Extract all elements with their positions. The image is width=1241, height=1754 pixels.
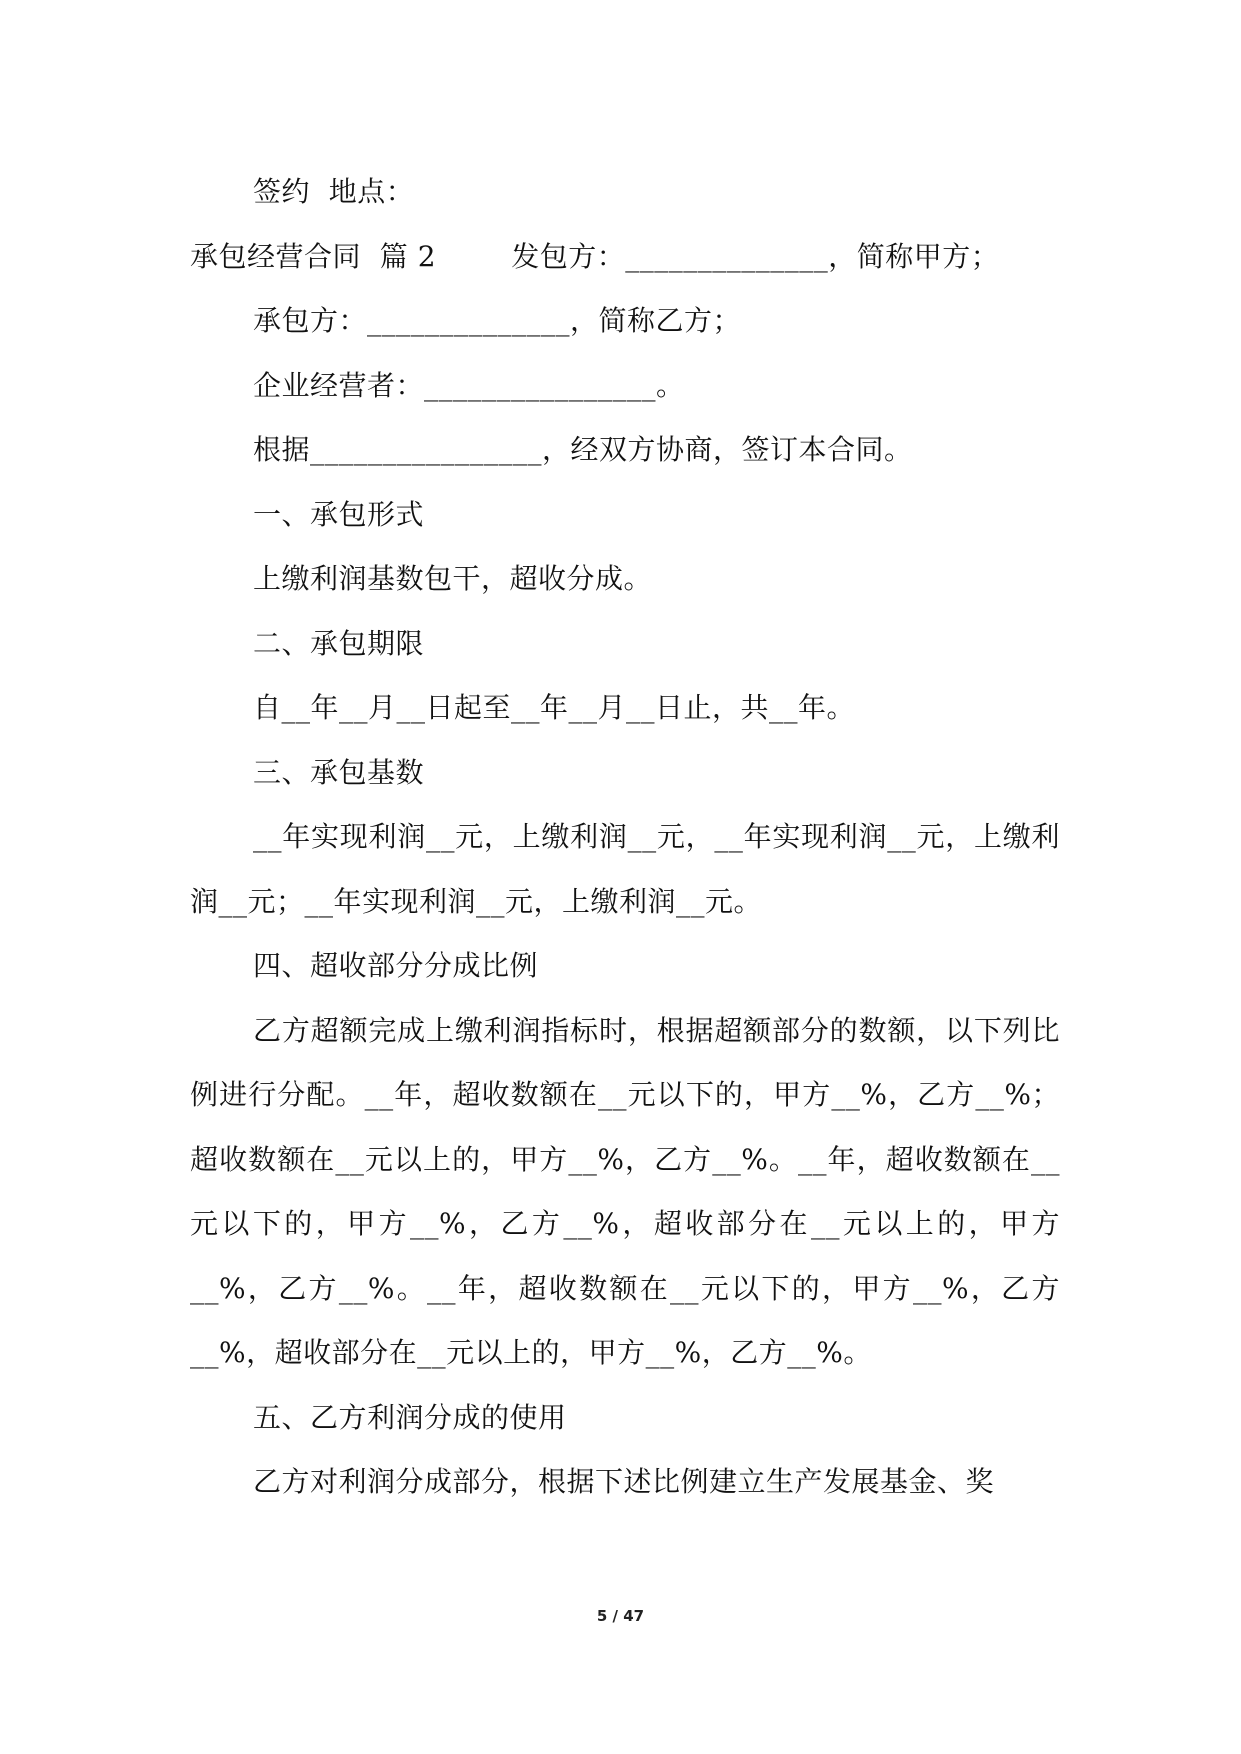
section-1-body: 上缴利润基数包干，超收分成。 <box>253 562 653 595</box>
contractor-line: 承包方：______________，简称乙方； <box>253 304 742 337</box>
section-4-title: 四、超收部分分成比例 <box>253 949 539 982</box>
section-3-title: 三、承包基数 <box>253 755 425 789</box>
page-number: 5 / 47 <box>596 1607 645 1625</box>
enterprise-operator-line: 企业经营者：________________。 <box>253 368 685 402</box>
basis-line: 根据________________，经双方协商，签订本合同。 <box>253 433 913 466</box>
contract-heading-line: 承包经营合同 篇 2 发包方：______________，简称甲方； <box>190 239 1000 273</box>
document-body <box>190 160 1060 1515</box>
section-2-body: 自__年__月__日起至__年__月__日止，共__年。 <box>253 691 856 724</box>
section-2-title: 二、承包期限 <box>253 626 425 660</box>
section-1-title: 一、承包形式 <box>253 497 425 531</box>
section-3-body: __年实现利润__元，上缴利润__元，__年实现利润__元，上缴利润__元；__年实现利润__元，上缴利润__元。 <box>190 820 1060 918</box>
section-5-body: 乙方对利润分成部分，根据下述比例建立生产发展基金、奖 <box>253 1465 995 1498</box>
section-4-body: 乙方超额完成上缴利润指标时，根据超额部分的数额，以下列比例进行分配。__年，超收数额在__元以下的，甲方__%，乙方__%；超收数额在__元以上的，甲方__%，乙方__%。__年，超收数额在__元以下的，甲方__%，乙方__%，超收部分在__元以上的，甲方__%，乙方__%。__年，超收数额在__元以下的，甲方__%，乙方__%，超收部分在__元以上的，甲方__%，乙方__%。 <box>190 1013 1060 1369</box>
signing-place-line: 签约 地点： <box>253 175 415 208</box>
section-5-title: 五、乙方利润分成的使用 <box>253 1400 567 1434</box>
